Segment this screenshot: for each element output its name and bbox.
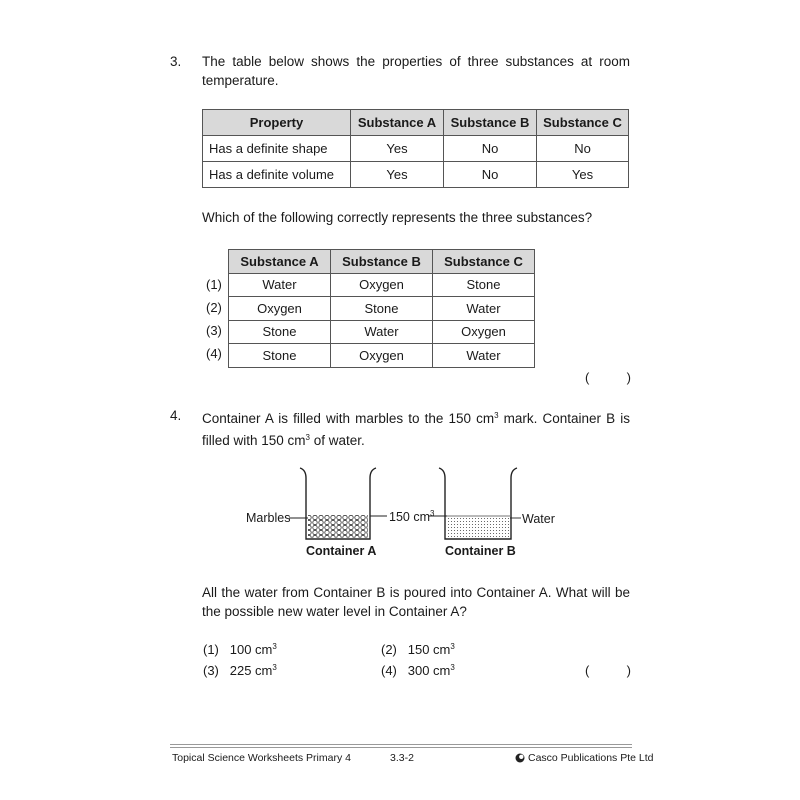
water-label: Water — [522, 512, 555, 526]
option-number: (3) — [203, 663, 219, 678]
option-value: 150 cm — [407, 642, 451, 657]
header-substance-a: Substance A — [229, 250, 331, 274]
cube-superscript: 3 — [430, 509, 435, 518]
footer-left: Topical Science Worksheets Primary 4 — [172, 752, 351, 764]
table-cell: Water — [433, 297, 535, 321]
table-cell: Stone — [229, 344, 331, 368]
question-3-text: The table below shows the properties of three substances at room temperature. — [202, 54, 630, 88]
table-cell: Water — [433, 344, 535, 368]
answer-box-q4[interactable] — [585, 663, 631, 678]
table-row — [203, 136, 629, 162]
question-4-number: 4. — [170, 408, 182, 423]
option-number: (2) — [381, 642, 397, 657]
marbles-label: Marbles — [246, 511, 291, 525]
header-substance-c: Substance C — [433, 250, 535, 274]
table-cell: No — [537, 136, 629, 162]
table-row[interactable] — [229, 344, 535, 368]
table-row — [203, 162, 629, 188]
option-value: 300 cm — [407, 663, 451, 678]
option-1[interactable] — [203, 642, 277, 657]
table-header-row — [229, 250, 535, 274]
question-4-text — [202, 406, 630, 450]
header-substance-c: Substance C — [537, 110, 629, 136]
cube-superscript: 3 — [494, 411, 499, 420]
question-3-number: 3. — [170, 54, 182, 69]
mark-label-text: 150 cm — [389, 510, 430, 524]
cube-superscript: 3 — [305, 433, 310, 442]
answer-close-paren: ) — [626, 663, 631, 678]
q4-text-part: Container A is filled with marbles to the 150 cm — [202, 411, 495, 426]
option-value: 225 cm — [229, 663, 273, 678]
container-a-label: Container A — [306, 544, 377, 558]
option-4[interactable] — [381, 663, 455, 678]
properties-table — [202, 109, 629, 188]
answer-close-paren: ) — [626, 370, 631, 385]
publisher-name: Casco Publications Pte Ltd — [528, 752, 654, 764]
header-substance-a: Substance A — [351, 110, 444, 136]
cube-superscript: 3 — [450, 642, 455, 651]
table-cell: Has a definite volume — [203, 162, 351, 188]
mark-label — [389, 509, 434, 524]
table-cell: Oxygen — [331, 344, 433, 368]
option-number: (4) — [381, 663, 397, 678]
answer-open-paren: ( — [585, 370, 590, 385]
header-substance-b: Substance B — [444, 110, 537, 136]
q4-text-part: mark. Container B is filled with 150 cm — [202, 411, 631, 448]
container-a-beaker — [300, 468, 376, 539]
footer-rule-bottom — [170, 747, 632, 748]
option-number[interactable]: (2) — [206, 300, 222, 315]
table-row[interactable] — [229, 273, 535, 297]
footer-publisher — [515, 752, 654, 764]
table-cell: Stone — [229, 320, 331, 344]
table-cell: Stone — [331, 297, 433, 321]
option-number[interactable]: (3) — [206, 323, 222, 338]
table-cell: Oxygen — [229, 297, 331, 321]
header-property: Property — [203, 110, 351, 136]
question-3-prompt: Which of the following correctly represents the three substances? — [202, 210, 593, 225]
table-cell: No — [444, 136, 537, 162]
cube-superscript: 3 — [450, 663, 455, 672]
table-row[interactable] — [229, 320, 535, 344]
table-cell: Stone — [433, 273, 535, 297]
option-number: (1) — [203, 642, 219, 657]
option-number[interactable]: (1) — [206, 277, 222, 292]
answer-box-q3[interactable] — [585, 370, 631, 385]
container-b-label: Container B — [445, 544, 516, 558]
footer-rule-top — [170, 744, 632, 745]
question-4-prompt: All the water from Container B is poured into Container A. What will be the possible new water level in Container A? — [202, 585, 630, 619]
options-table — [228, 249, 535, 368]
table-cell: Yes — [351, 136, 444, 162]
table-header-row — [203, 110, 629, 136]
table-cell: Water — [331, 320, 433, 344]
option-number[interactable]: (4) — [206, 346, 222, 361]
footer-page-number: 3.3-2 — [390, 752, 414, 764]
table-cell: No — [444, 162, 537, 188]
option-3[interactable] — [203, 663, 277, 678]
option-2[interactable] — [381, 642, 455, 657]
table-row[interactable] — [229, 297, 535, 321]
table-cell: Oxygen — [331, 273, 433, 297]
table-cell: Yes — [537, 162, 629, 188]
table-cell: Oxygen — [433, 320, 535, 344]
table-cell: Water — [229, 273, 331, 297]
water-fill — [447, 516, 510, 538]
cube-superscript: 3 — [272, 663, 277, 672]
option-value: 100 cm — [229, 642, 273, 657]
answer-open-paren: ( — [585, 663, 590, 678]
header-substance-b: Substance B — [331, 250, 433, 274]
cube-superscript: 3 — [272, 642, 277, 651]
publisher-logo-icon — [515, 753, 525, 763]
marbles-fill — [308, 515, 368, 538]
table-cell: Has a definite shape — [203, 136, 351, 162]
table-cell: Yes — [351, 162, 444, 188]
q4-text-part: of water. — [310, 433, 365, 448]
container-b-beaker — [439, 468, 517, 539]
